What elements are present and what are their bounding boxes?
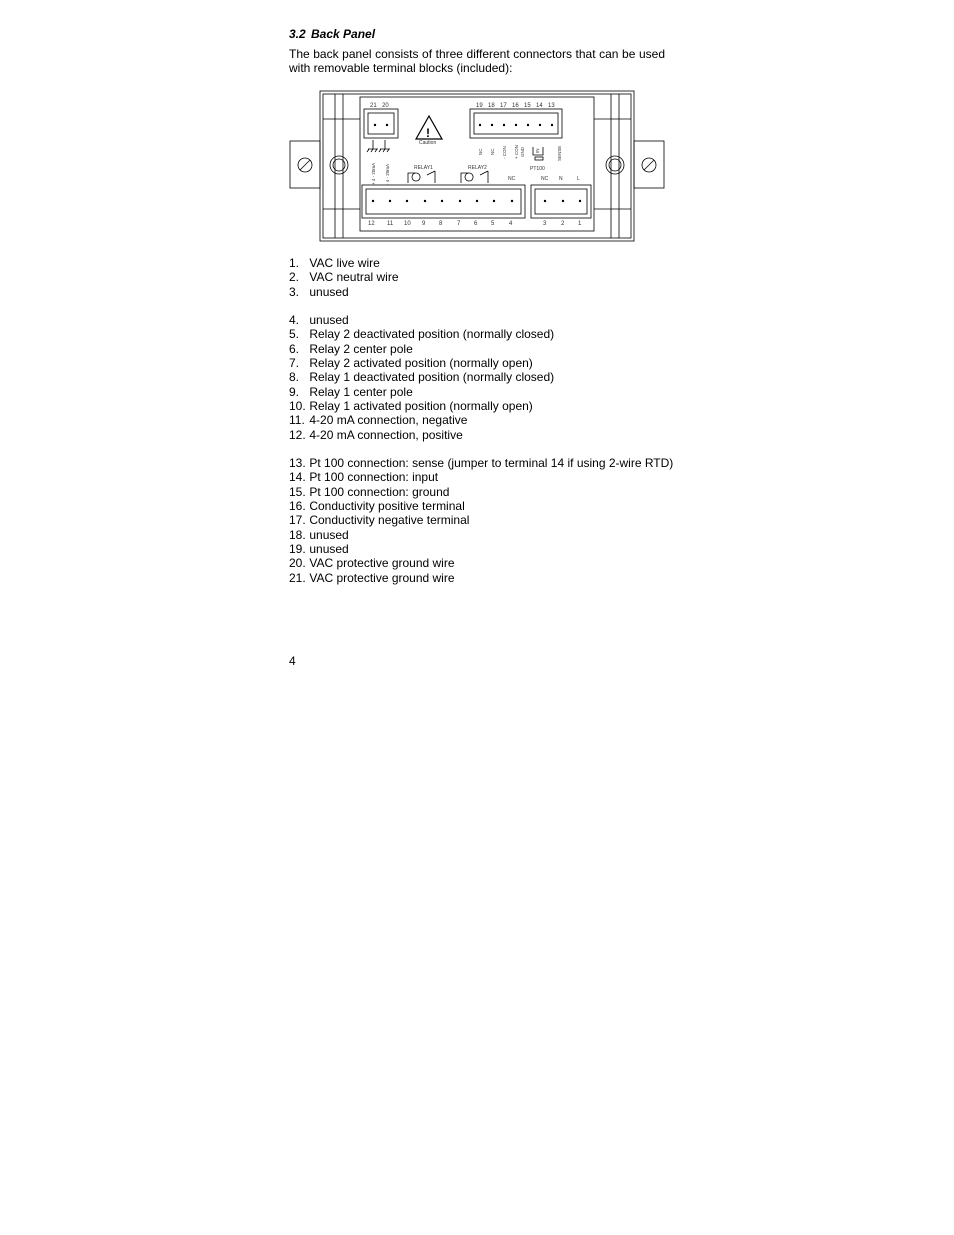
terminal-20: 20 <box>382 103 389 109</box>
list-item <box>289 456 673 470</box>
list-item <box>289 370 673 384</box>
terminal-list <box>289 256 673 585</box>
pin-dots <box>372 124 581 202</box>
terminal-9: 9 <box>422 221 426 227</box>
label-nc-18: NC <box>490 148 495 155</box>
list-item-number: 14. <box>289 470 306 485</box>
terminal-13: 13 <box>548 103 555 109</box>
list-item-number: 7. <box>289 356 300 371</box>
list-item <box>289 485 673 499</box>
list-item-number: 10. <box>289 398 306 413</box>
list-item-text: unused <box>309 284 349 299</box>
list-item-text: Pt 100 connection: input <box>309 470 439 485</box>
terminal-19: 19 <box>476 103 483 109</box>
label-sense: SENSE <box>557 145 562 161</box>
list-item-number: 17. <box>289 513 306 528</box>
list-item-number: 20. <box>289 556 306 571</box>
list-item <box>289 313 673 327</box>
label-in: IN <box>535 148 540 153</box>
list-item-text: VAC protective ground wire <box>309 570 455 585</box>
label-nc-19: NC <box>478 148 483 155</box>
list-item-number: 1. <box>289 256 300 270</box>
list-item <box>289 327 673 341</box>
list-item-number: 2. <box>289 270 300 285</box>
list-item-number: 12. <box>289 427 306 442</box>
list-item-text: 4-20 mA connection, positive <box>309 427 463 442</box>
label-con-pos: + CON <box>514 145 519 159</box>
terminal-8: 8 <box>439 221 443 227</box>
terminal-4: 4 <box>509 221 513 227</box>
list-item-text: unused <box>309 541 349 556</box>
terminal-18: 18 <box>488 103 495 109</box>
list-item <box>289 256 673 270</box>
list-item-number: 15. <box>289 484 306 499</box>
list-item-text: Relay 2 center pole <box>309 341 413 356</box>
list-item-text: VAC live wire <box>309 256 380 270</box>
list-item <box>289 556 673 570</box>
list-item-text: Relay 1 center pole <box>309 384 413 399</box>
terminal-14: 14 <box>536 103 543 109</box>
list-item-number: 16. <box>289 499 306 514</box>
list-item-number: 3. <box>289 284 300 299</box>
list-item <box>289 528 673 542</box>
page-number: 4 <box>289 654 296 668</box>
list-item <box>289 399 673 413</box>
list-item-text: VAC neutral wire <box>309 270 399 285</box>
list-item <box>289 470 673 484</box>
list-item-text: VAC protective ground wire <box>309 556 455 571</box>
svg-text:!: ! <box>426 126 430 140</box>
terminal-10: 10 <box>404 221 411 227</box>
terminal-3: 3 <box>543 221 547 227</box>
power-label-l: L <box>577 176 580 182</box>
terminal-6: 6 <box>474 221 478 227</box>
list-item-number: 4. <box>289 313 300 328</box>
list-item-text: unused <box>309 313 349 328</box>
list-item-text: unused <box>309 527 349 542</box>
list-item <box>289 285 673 299</box>
relay2-label: RELAY2 <box>468 165 487 171</box>
list-item-number: 19. <box>289 541 306 556</box>
terminal-5: 5 <box>491 221 495 227</box>
terminal-21: 21 <box>370 103 377 109</box>
pt100-label: PT100 <box>530 166 545 172</box>
terminal-12: 12 <box>368 221 375 227</box>
list-item <box>289 413 673 427</box>
list-item-text: Relay 1 deactivated position (normally closed) <box>309 370 555 385</box>
list-item-text: Conductivity negative terminal <box>309 513 470 528</box>
list-item-text: Relay 2 activated position (normally open) <box>309 356 533 371</box>
list-item-text: Conductivity positive terminal <box>309 499 465 514</box>
ma-negative-label: - 4 - 20mA <box>385 163 390 185</box>
list-item <box>289 342 673 356</box>
list-item <box>289 428 673 442</box>
power-label-n: N <box>559 176 563 182</box>
list-item-number: 11. <box>289 413 305 428</box>
label-gnd: GND <box>520 147 525 157</box>
ma-positive-label: + 4 - 20mA <box>371 162 376 185</box>
list-item <box>289 385 673 399</box>
list-item-number: 18. <box>289 527 306 542</box>
list-item-number: 21. <box>289 570 306 585</box>
list-item <box>289 356 673 370</box>
caution-label: Caution <box>419 140 437 146</box>
list-item-number: 8. <box>289 370 300 385</box>
list-item-number: 13. <box>289 456 306 471</box>
terminal-15: 15 <box>524 103 531 109</box>
section-title: Back Panel <box>311 27 376 41</box>
power-label-nc: NC <box>541 176 549 182</box>
back-panel-diagram <box>289 89 665 244</box>
inner-panel <box>360 97 594 231</box>
terminal-7: 7 <box>457 221 461 227</box>
terminal-1: 1 <box>578 221 582 227</box>
connector-relay <box>362 185 525 218</box>
list-gap <box>289 299 673 313</box>
nc-label: NC <box>508 176 516 182</box>
list-item <box>289 499 673 513</box>
terminal-16: 16 <box>512 103 519 109</box>
section-heading <box>289 27 375 41</box>
terminal-2: 2 <box>561 221 565 227</box>
list-item-text: 4-20 mA connection, negative <box>309 413 468 428</box>
list-item <box>289 270 673 284</box>
list-item-text: Pt 100 connection: ground <box>309 484 450 499</box>
list-item-text: Relay 1 activated position (normally open) <box>309 398 533 413</box>
terminal-17: 17 <box>500 103 507 109</box>
label-con-neg: - CON <box>502 146 507 159</box>
list-item-text: Relay 2 deactivated position (normally closed) <box>309 327 555 342</box>
terminal-11: 11 <box>387 221 394 227</box>
list-item-number: 9. <box>289 384 300 399</box>
list-gap <box>289 442 673 456</box>
list-item <box>289 542 673 556</box>
connector-power <box>531 185 591 218</box>
list-item-text: Pt 100 connection: sense (jumper to terminal 14 if using 2-wire RTD) <box>309 456 674 471</box>
intro-paragraph: The back panel consists of three different connectors that can be used with removable terminal blocks (included): <box>289 47 665 75</box>
list-item <box>289 513 673 527</box>
relay1-label: RELAY1 <box>414 165 433 171</box>
list-item-number: 6. <box>289 341 300 356</box>
list-item <box>289 571 673 585</box>
list-item-number: 5. <box>289 327 300 342</box>
section-number: 3.2 <box>289 27 306 41</box>
